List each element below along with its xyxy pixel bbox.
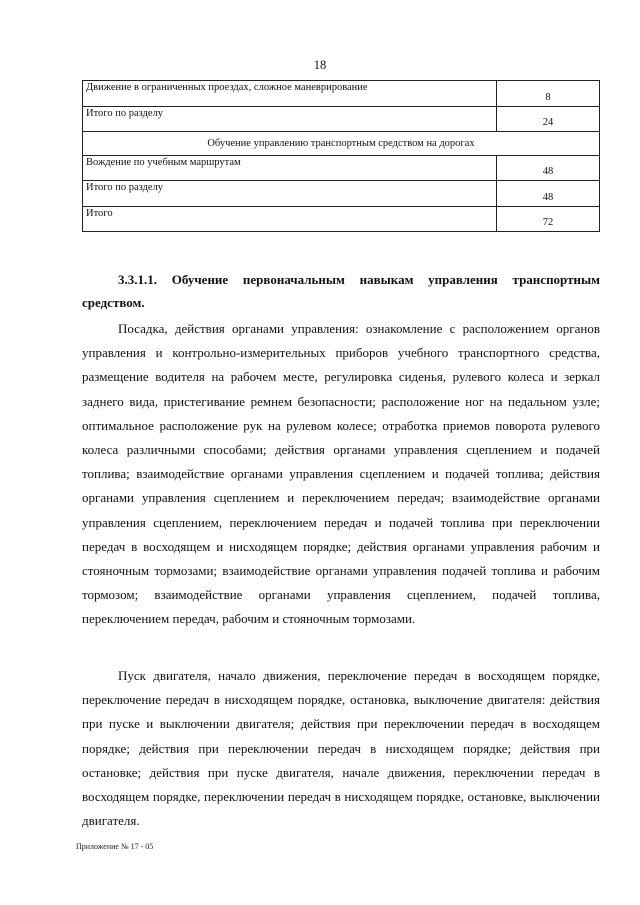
row-hours: 24 bbox=[497, 106, 600, 132]
section-heading: 3.3.1.1. Обучение первоначальным навыкам управления транспортным средством. bbox=[82, 272, 600, 310]
row-hours: 72 bbox=[497, 206, 600, 232]
row-hours: 8 bbox=[497, 81, 600, 107]
row-hours: 48 bbox=[497, 155, 600, 181]
row-label: Движение в ограниченных проездах, сложное маневрирование bbox=[83, 81, 497, 107]
section-title: Обучение управлению транспортным средством на дорогах bbox=[83, 132, 600, 156]
table-row bbox=[83, 155, 600, 181]
table-row bbox=[83, 106, 600, 132]
table-section-row bbox=[83, 132, 600, 156]
row-label: Итого по разделу bbox=[83, 181, 497, 207]
table-row bbox=[83, 206, 600, 232]
body-paragraph: Пуск двигателя, начало движения, переключение передач в восходящем порядке, переключение передач в нисходящем порядке, остановка, выключение двигателя: действия при пуске и выключении двигателя; действия при переключении передач в восходящем порядке; действия при переключении передач в нисходящем порядке; действия при остановке; действия при пуске двигателя, начале движения, переключении передач в восходящем порядке, переключении передач в нисходящем порядке, остановке, выключении двигателя. bbox=[82, 668, 600, 829]
table-row bbox=[83, 81, 600, 107]
hours-table bbox=[82, 80, 600, 232]
footer-note: Приложение № 17 - 05 bbox=[76, 842, 154, 851]
body-paragraph: Посадка, действия органами управления: ознакомление с расположением органов управления и контрольно-измерительных приборов учебного транспортного средства, размещение водителя на рабочем месте, регулировка сиденья, рулевого колеса и зеркал заднего вида, пристегивание ремнем безопасности; расположение ног на педальном узле; оптимальное расположение рук на рулевом колесе; отработка приемов поворота рулевого колеса различными способами; действия органами управления сцеплением и подачей топлива; взаимодействие органами управления сцеплением и подачей топлива; действия органами управления сцеплением и переключением передач; взаимодействие органами управления сцеплением, переключением передач и подачей топлива при переключении передач в восходящем и нисходящем порядке; действия органами управления рабочим и стояночным тормозами; взаимодействие органами управления подачей топлива и рабочим тормозом; взаимодействие органами управления сцеплением, подачей топлива, переключением передач, рабочим и стояночным тормозами. bbox=[82, 321, 600, 627]
row-label: Итого по разделу bbox=[83, 106, 497, 132]
row-label: Вождение по учебным маршрутам bbox=[83, 155, 497, 181]
row-label: Итого bbox=[83, 206, 497, 232]
table-row bbox=[83, 181, 600, 207]
row-hours: 48 bbox=[497, 181, 600, 207]
page-number: 18 bbox=[313, 58, 327, 72]
